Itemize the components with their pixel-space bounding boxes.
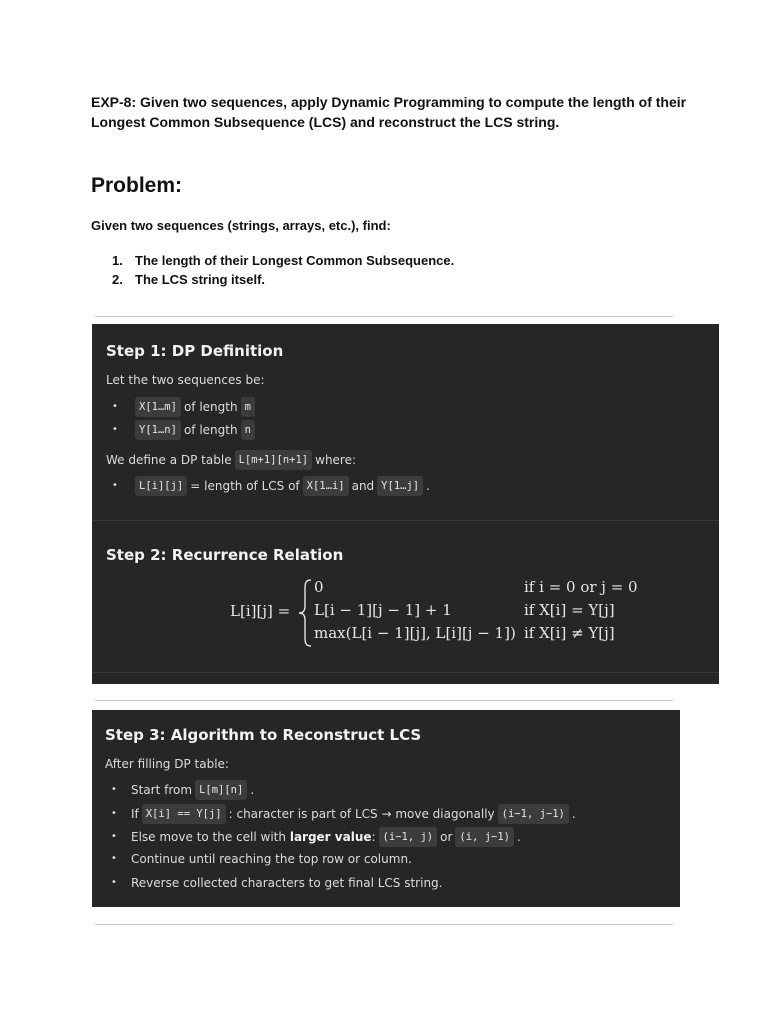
list-item	[106, 476, 430, 496]
inline-code: n	[241, 420, 255, 440]
divider	[95, 700, 673, 701]
dp-table-definition	[106, 450, 356, 470]
bullet-text: Continue until reaching the top row or column.	[131, 852, 412, 866]
inline-code: m	[241, 397, 255, 417]
bullet: •	[111, 853, 117, 864]
text: where:	[315, 453, 357, 467]
inline-code: (i−1, j−1)	[498, 804, 569, 824]
divider	[95, 924, 673, 925]
experiment-title: EXP-8: Given two sequences, apply Dynamic Programming to compute the length of their Longest Common Subsequence (LCS) and reconstruct the LCS string.	[91, 94, 687, 130]
section-divider	[92, 520, 719, 521]
bullet-text: Start from	[131, 783, 193, 797]
bullet-text: : character is part of LCS → move diagonally	[228, 807, 495, 821]
list-item	[105, 874, 443, 892]
step1-step2-card	[92, 324, 719, 684]
inline-code: (i, j−1)	[455, 827, 514, 847]
list-item	[106, 397, 258, 417]
list-item	[105, 827, 521, 847]
case-expr: 0	[314, 578, 324, 596]
case-condition: if i = 0 or j = 0	[524, 578, 638, 596]
case-condition: if X[i] ≠ Y[j]	[524, 624, 615, 642]
step1-intro: Let the two sequences be:	[106, 373, 265, 387]
bullet-text: .	[516, 830, 521, 844]
bullet-text: .	[426, 479, 430, 493]
bullet-text: of length	[183, 400, 238, 414]
problem-intro: Given two sequences (strings, arrays, etc.), find:	[91, 218, 391, 233]
list-item	[105, 780, 254, 800]
list-item	[112, 251, 454, 270]
bullet: •	[112, 424, 118, 435]
bullet-text: If	[131, 807, 139, 821]
step3-card	[92, 710, 680, 907]
bullet-text: and	[351, 479, 375, 493]
problem-heading: Problem:	[91, 174, 183, 197]
bullet: •	[111, 877, 117, 888]
bullet-text: Else move to the cell with	[131, 830, 286, 844]
case-condition: if X[i] = Y[j]	[524, 601, 615, 619]
divider	[95, 316, 673, 317]
list-item	[105, 804, 576, 824]
step1-heading: Step 1: DP Definition	[106, 342, 284, 360]
bullet: •	[112, 401, 118, 412]
list-number: 1.	[112, 253, 123, 268]
bullet-text: .	[571, 807, 576, 821]
case-expr: max(L[i − 1][j], L[i][j − 1])	[314, 624, 516, 642]
bullet-text: or	[440, 830, 453, 844]
inline-code: Y[1…n]	[135, 420, 181, 440]
section-divider	[92, 672, 719, 673]
formula-lhs: L[i][j] =	[230, 602, 291, 620]
inline-code: Y[1…j]	[377, 476, 423, 496]
bullet: •	[111, 831, 117, 842]
bullet-text: :	[371, 830, 376, 844]
bullet: •	[112, 480, 118, 491]
list-item	[106, 420, 258, 440]
bullet-text: = length of LCS of	[190, 479, 300, 493]
text: We define a DP table	[106, 453, 232, 467]
inline-code: X[1…i]	[303, 476, 349, 496]
problem-list	[112, 251, 454, 289]
list-item	[105, 850, 412, 868]
bold-text: larger value	[289, 830, 372, 844]
inline-code: X[1…m]	[135, 397, 181, 417]
inline-code: L[m+1][n+1]	[235, 450, 313, 470]
list-item-text: The LCS string itself.	[135, 272, 266, 287]
bullet: •	[111, 808, 117, 819]
list-item	[112, 270, 454, 289]
bullet-text: .	[250, 783, 255, 797]
list-number: 2.	[112, 272, 123, 287]
bullet-text: of length	[183, 423, 238, 437]
inline-code: (i−1, j)	[379, 827, 438, 847]
bullet-text: Reverse collected characters to get final LCS string.	[131, 876, 443, 890]
step3-heading: Step 3: Algorithm to Reconstruct LCS	[105, 726, 422, 744]
inline-code: L[i][j]	[135, 476, 187, 496]
step2-heading: Step 2: Recurrence Relation	[106, 546, 344, 564]
inline-code: X[i] == Y[j]	[142, 804, 226, 824]
step3-intro: After filling DP table:	[105, 757, 229, 771]
list-item-text: The length of their Longest Common Subsequence.	[135, 253, 455, 268]
case-expr: L[i − 1][j − 1] + 1	[314, 601, 452, 619]
inline-code: L[m][n]	[195, 780, 247, 800]
left-brace-icon	[297, 578, 313, 648]
bullet: •	[111, 784, 117, 795]
